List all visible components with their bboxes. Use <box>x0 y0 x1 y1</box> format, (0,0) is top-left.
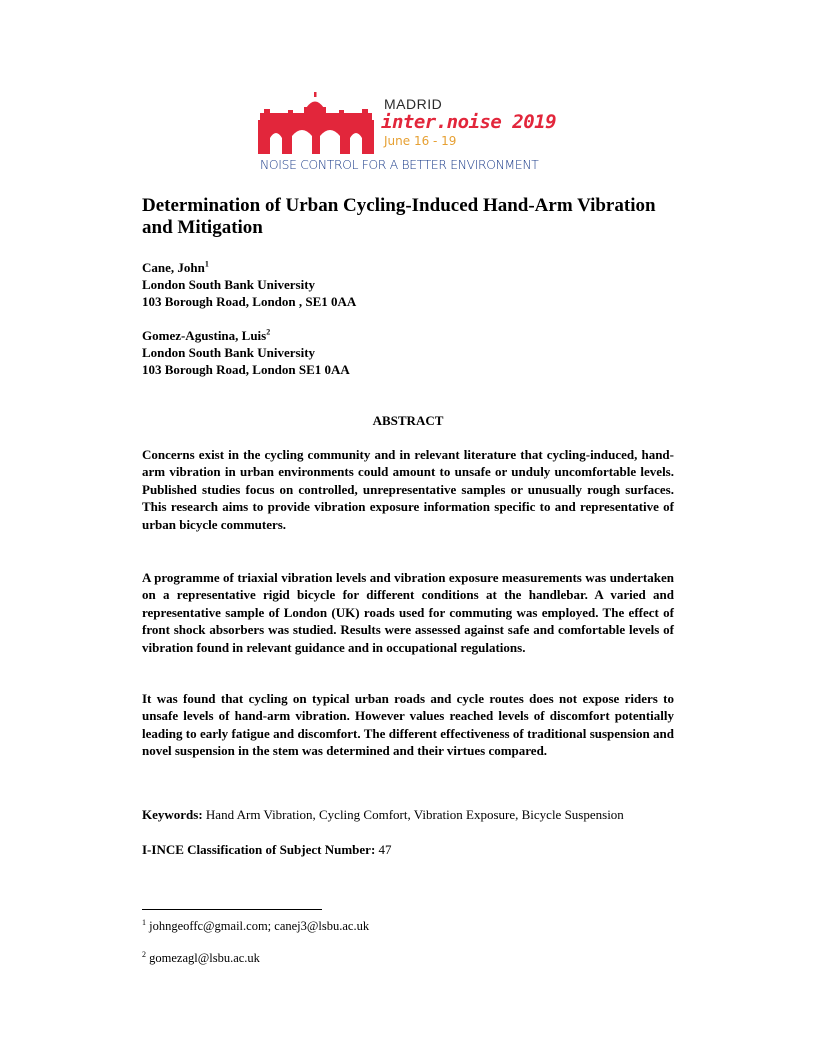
author-address: 103 Borough Road, London , SE1 0AA <box>142 294 357 309</box>
classification <box>142 841 674 858</box>
footnote-text: gomezagl@lsbu.ac.uk <box>149 951 260 965</box>
footnote-divider <box>142 909 322 910</box>
author-address: 103 Borough Road, London SE1 0AA <box>142 362 350 377</box>
author-affiliation: London South Bank University <box>142 277 316 292</box>
author-block-1 <box>142 259 682 310</box>
author-name: Gomez-Agustina, Luis <box>142 328 267 343</box>
conference-name: inter.noise 2019 <box>381 111 557 133</box>
footnote-2 <box>142 950 682 966</box>
abstract-heading: ABSTRACT <box>372 413 444 428</box>
footnote-marker: 2 <box>266 327 271 337</box>
author-name-line <box>142 327 682 344</box>
footnote-marker: 1 <box>204 259 209 269</box>
palace-gate-icon <box>258 92 378 154</box>
author-block-2 <box>142 327 682 378</box>
footnote-marker: 2 <box>142 949 146 959</box>
classification-value: 47 <box>378 842 392 857</box>
footnote-1 <box>142 918 682 934</box>
abstract-paragraph-1: Concerns exist in the cycling community and in relevant literature that cycling-induced, hand-arm vibration in urban environments could amount to unsafe or unduly uncomfortable levels. Published studies focus on controlled, unrepresentative samples or unusually rough surfaces. This research aims to provide vibration exposure information specific to and representative of urban bicycle commuters. <box>142 447 674 532</box>
footnote-marker: 1 <box>142 917 146 927</box>
abstract-paragraph-3: It was found that cycling on typical urban roads and cycle routes does not expose riders to unsafe levels of hand-arm vibration. However values reached levels of discomfort potentially leading to early fatigue and discomfort. The different effectiveness of traditional suspension and novel suspension in the stem was determined and their virtues compared. <box>142 691 674 759</box>
classification-label: I-INCE Classification of Subject Number: <box>142 842 376 857</box>
conference-dates: June 16 - 19 <box>384 134 457 148</box>
conference-city: MADRID <box>384 96 443 112</box>
author-name-line <box>142 259 682 276</box>
conference-tagline: NOISE CONTROL FOR A BETTER ENVIRONMENT <box>260 158 539 172</box>
footnote-text: johngeoffc@gmail.com; canej3@lsbu.ac.uk <box>149 919 370 933</box>
paper-title: Determination of Urban Cycling-Induced Hand-Arm Vibration and Mitigation <box>142 195 656 238</box>
keywords <box>142 806 674 823</box>
author-name: Cane, John <box>142 260 205 275</box>
abstract-paragraph-2: A programme of triaxial vibration levels and vibration exposure measurements was undertaken on a representative rigid bicycle for different conditions at the handlebar. A varied and representative sample of London (UK) roads used for commuting was employed. The effect of front shock absorbers was studied. Results were assessed against safe and comfortable levels of vibration found in relevant guidance and in occupational regulations. <box>142 570 674 655</box>
keywords-label: Keywords: <box>142 807 203 822</box>
keywords-text: Hand Arm Vibration, Cycling Comfort, Vibration Exposure, Bicycle Suspension <box>205 807 624 822</box>
author-affiliation: London South Bank University <box>142 345 316 360</box>
conference-banner <box>258 92 558 178</box>
